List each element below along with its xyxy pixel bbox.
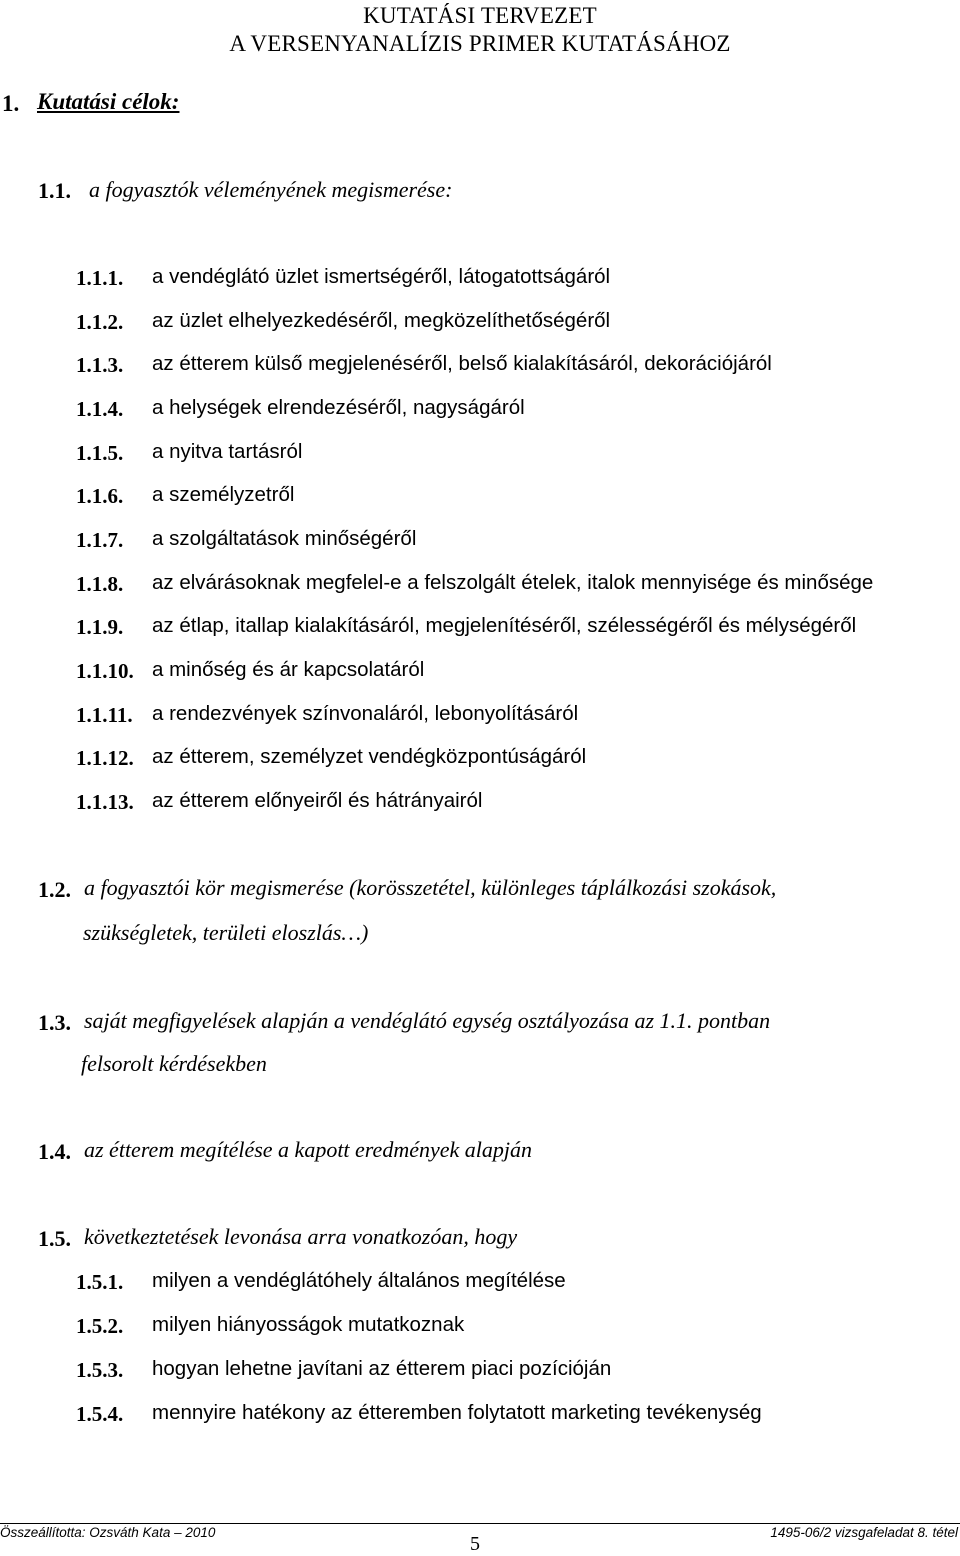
list-item-number: 1.1.8.: [76, 572, 124, 596]
list-item-text: hogyan lehetne javítani az étterem piaci pozícióján: [152, 1357, 612, 1380]
list-item-number: 1.1.4.: [76, 397, 124, 421]
section-1-3-number: 1.3.: [38, 1010, 71, 1035]
section-1-3-line1: saját megfigyelések alapján a vendéglátó egység osztályozása az 1.1. pontban: [84, 1008, 771, 1033]
list-item-number: 1.1.5.: [76, 441, 124, 465]
list-item-text: a vendéglátó üzlet ismertségéről, látogatottságáról: [152, 265, 611, 288]
list-item-text: az étlap, itallap kialakításáról, megjelenítéséről, szélességéről és mélységéről: [152, 614, 857, 637]
list-item-number: 1.1.13.: [76, 790, 134, 814]
list-item-text: a minőség és ár kapcsolatáról: [152, 658, 425, 681]
list-item-text: milyen a vendéglátóhely általános megítélése: [152, 1269, 566, 1292]
footer-exam-reference: 1495-06/2 vizsgafeladat 8. tétel: [770, 1525, 958, 1540]
list-item-text: az étterem előnyeiről és hátrányairól: [152, 789, 483, 812]
list-item-number: 1.1.7.: [76, 528, 124, 552]
list-item-number: 1.1.2.: [76, 310, 124, 334]
list-item-number: 1.5.3.: [76, 1358, 124, 1382]
list-item-text: a rendezvények színvonaláról, lebonyolításáról: [152, 702, 579, 725]
section-1-number: 1.: [2, 91, 20, 116]
list-item-text: a nyitva tartásról: [152, 440, 303, 463]
page-number: 5: [470, 1533, 480, 1555]
list-item-number: 1.1.10.: [76, 659, 134, 683]
list-item-text: milyen hiányosságok mutatkoznak: [152, 1313, 465, 1336]
list-item-text: a személyzetről: [152, 483, 295, 506]
section-1-5-title: következtetések levonása arra vonatkozóan, hogy: [84, 1224, 518, 1249]
list-item-text: a szolgáltatások minőségéről: [152, 527, 417, 550]
section-1-2-line1: a fogyasztói kör megismerése (korösszetétel, különleges táplálkozási szokások,: [84, 875, 777, 900]
document-title-line2: A VERSENYANALÍZIS PRIMER KUTATÁSÁHOZ: [229, 31, 731, 56]
footer-divider: [0, 1523, 960, 1524]
section-1-2-number: 1.2.: [38, 877, 71, 902]
list-item-number: 1.1.3.: [76, 353, 124, 377]
footer-author: Összeállította: Ozsváth Kata – 2010: [0, 1525, 216, 1540]
list-item-text: az étterem külső megjelenéséről, belső kialakításáról, dekorációjáról: [152, 352, 772, 375]
section-1-1-number: 1.1.: [38, 178, 71, 203]
list-item-text: a helységek elrendezéséről, nagyságáról: [152, 396, 525, 419]
list-item-number: 1.1.11.: [76, 703, 133, 727]
section-1-4-number: 1.4.: [38, 1139, 71, 1164]
document-title-line1: KUTATÁSI TERVEZET: [363, 3, 597, 28]
section-1-2-line2: szükségletek, területi eloszlás…): [83, 920, 369, 945]
list-item-number: 1.5.4.: [76, 1402, 124, 1426]
list-item-number: 1.1.1.: [76, 266, 124, 290]
list-item-text: mennyire hatékony az étteremben folytatott marketing tevékenység: [152, 1401, 762, 1424]
list-item-text: az étterem, személyzet vendégközpontúságáról: [152, 745, 587, 768]
list-item-text: az elvárásoknak megfelel-e a felszolgált ételek, italok mennyisége és minősége: [152, 571, 874, 594]
section-1-1-title: a fogyasztók véleményének megismerése:: [89, 177, 453, 202]
section-1-3-line2: felsorolt kérdésekben: [81, 1051, 267, 1076]
list-item-text: az üzlet elhelyezkedéséről, megközelíthetőségéről: [152, 309, 611, 332]
list-item-number: 1.1.6.: [76, 484, 124, 508]
section-1-5-number: 1.5.: [38, 1226, 71, 1251]
section-1-4-title: az étterem megítélése a kapott eredmények alapján: [84, 1137, 532, 1162]
list-item-number: 1.1.9.: [76, 615, 124, 639]
section-1-title: Kutatási célok:: [37, 89, 180, 114]
list-item-number: 1.1.12.: [76, 746, 134, 770]
list-item-number: 1.5.1.: [76, 1270, 124, 1294]
list-item-number: 1.5.2.: [76, 1314, 124, 1338]
